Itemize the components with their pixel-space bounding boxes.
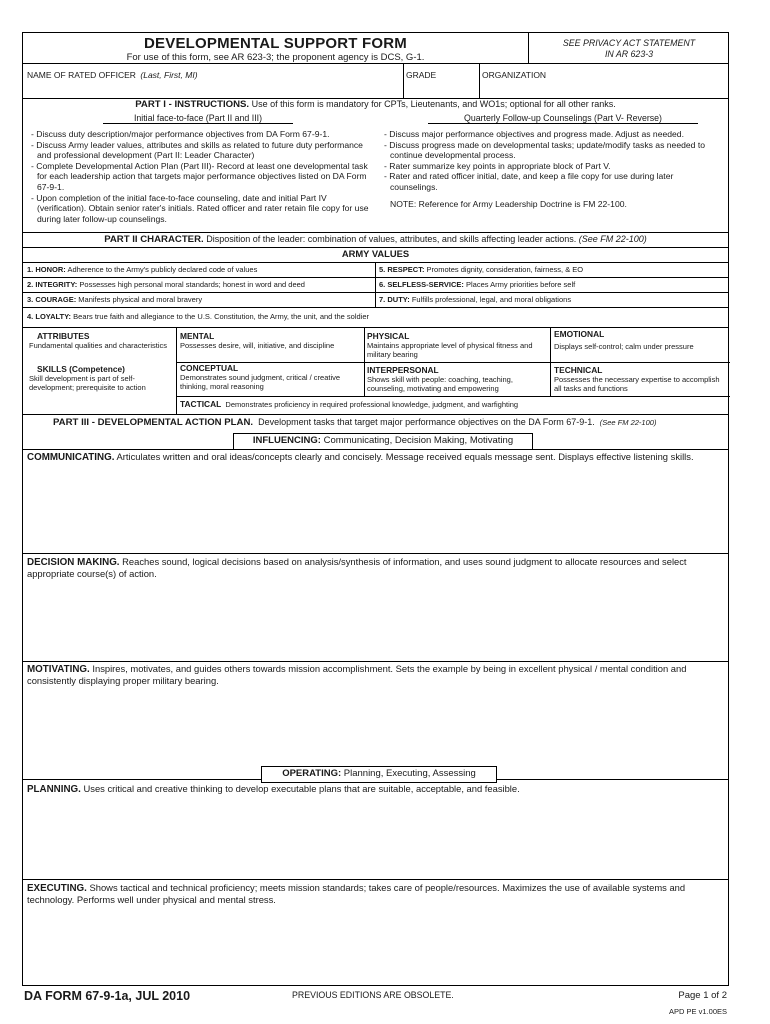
- conceptual-head: CONCEPTUAL: [180, 363, 239, 373]
- interpersonal-desc: Shows skill with people: coaching, teaching, counseling, motivating and empowering: [367, 375, 513, 393]
- part1-text: Use of this form is mandatory for CPTs, Lieutenants, and WO1s; optional for all other ranks.: [251, 99, 616, 109]
- organization-label: ORGANIZATION: [482, 70, 547, 80]
- executing-section[interactable]: [27, 883, 717, 983]
- version-label: APD PE v1.00ES: [669, 1007, 727, 1016]
- instruction-item: - Discuss Army leader values, attributes and skills as related to future duty performance and professional development (Part II: Leader Character): [31, 139, 363, 161]
- page-number: Page 1 of 2: [678, 990, 727, 1001]
- form-frame: [22, 32, 729, 986]
- value-integrity: 2. INTEGRITY: Possesses high personal moral standards; honest in word and deed: [27, 280, 305, 289]
- part1-right-instructions: [382, 129, 712, 209]
- attributes-block: [29, 332, 174, 350]
- interpersonal-block: [367, 366, 547, 393]
- communicating-section[interactable]: [27, 452, 717, 552]
- mental-head: MENTAL: [180, 331, 215, 341]
- doctrine-note: NOTE: Reference for Army Leadership Doctrine is FM 22-100.: [390, 198, 627, 209]
- form-title: DEVELOPMENTAL SUPPORT FORM: [144, 35, 407, 52]
- value-honor: 1. HONOR: Adherence to the Army's publicly declared code of values: [27, 265, 258, 274]
- technical-head: TECHNICAL: [554, 365, 603, 375]
- part3-text: Development tasks that target major performance objectives on the DA Form 67-9-1.: [258, 417, 595, 427]
- planning-section[interactable]: [27, 784, 717, 874]
- privacy-act-statement: [529, 38, 729, 59]
- value-loyalty: 4. LOYALTY: Bears true faith and allegiance to the U.S. Constitution, the Army, the unit, and the soldier: [27, 312, 370, 321]
- influencing-head: INFLUENCING:: [252, 435, 321, 446]
- attributes-head: ATTRIBUTES: [37, 331, 90, 341]
- value-selfless-service: 6. SELFLESS-SERVICE: Places Army priorities before self: [379, 280, 576, 289]
- communicating-head: COMMUNICATING.: [27, 452, 115, 463]
- skills-block: [29, 365, 174, 392]
- operating-label: [261, 766, 497, 783]
- mental-desc: Possesses desire, will, initiative, and discipline: [180, 341, 335, 350]
- instruction-item: - Upon completion of the initial face-to-face counseling, date and initial Part IV (verification). Obtain senior rater's initials. Rated officer and rater retain file copy for use during later follow-up counselings.: [31, 192, 369, 224]
- attributes-desc: Fundamental qualities and characteristics: [29, 341, 167, 350]
- motivating-text: Inspires, motivates, and guides others towards mission accomplishment. Sets the example by being in excellent physical / mental condition and consistently displaying proper military bearing.: [27, 663, 687, 686]
- decision-making-section[interactable]: [27, 557, 717, 657]
- decision-making-head: DECISION MAKING.: [27, 557, 120, 568]
- value-duty: 7. DUTY: Fulfills professional, legal, and moral obligations: [379, 295, 572, 304]
- emotional-desc: Displays self-control; calm under pressure: [554, 342, 694, 351]
- grade-field[interactable]: [406, 65, 479, 97]
- skills-desc: Skill development is part of self-development; prerequisite to action: [29, 374, 146, 392]
- emotional-block: [554, 330, 730, 351]
- privacy-line-2: IN AR 623-3: [604, 48, 654, 59]
- motivating-section[interactable]: [27, 664, 717, 764]
- part3-title: PART III - DEVELOPMENTAL ACTION PLAN.: [53, 417, 254, 428]
- army-values-head: ARMY VALUES: [341, 248, 410, 259]
- planning-text: Uses critical and creative thinking to develop executable plans that are suitable, acceptable, and feasible.: [83, 783, 520, 794]
- instruction-item: - Rater summarize key points in appropriate block of Part V.: [384, 160, 611, 171]
- technical-block: [554, 366, 724, 393]
- instruction-item: - Rater and rated officer initial, date, and keep a file copy for use during later counselings.: [384, 171, 674, 192]
- part2-header: [23, 234, 728, 245]
- planning-head: PLANNING.: [27, 784, 81, 795]
- interpersonal-head: INTERPERSONAL: [367, 365, 439, 375]
- tactical-block: [180, 400, 725, 409]
- motivating-head: MOTIVATING.: [27, 664, 90, 675]
- name-label: NAME OF RATED OFFICER: [27, 70, 136, 80]
- physical-head: PHYSICAL: [367, 331, 410, 341]
- operating-head: OPERATING:: [282, 768, 342, 779]
- technical-desc: Possesses the necessary expertise to accomplish all tasks and functions: [554, 375, 720, 393]
- part2-title: PART II CHARACTER.: [104, 234, 204, 245]
- communicating-text: Articulates written and oral ideas/concepts clearly and concisely. Message received equals message sent. Displays effective listening skills.: [116, 451, 694, 462]
- part2-ref: (See FM 22-100): [578, 234, 647, 244]
- value-respect: 5. RESPECT: Promotes dignity, consideration, fairness, & EO: [379, 265, 584, 274]
- instruction-item: - Discuss major performance objectives and progress made. Adjust as needed.: [384, 129, 684, 139]
- conceptual-block: [180, 364, 360, 391]
- obsolete-notice: PREVIOUS EDITIONS ARE OBSOLETE.: [292, 990, 454, 1000]
- physical-desc: Maintains appropriate level of physical fitness and military bearing: [367, 341, 533, 359]
- decision-making-text: Reaches sound, logical decisions based on analysis/synthesis of information, and uses sound judgment to allocate resources and select appropriate course(s) of action.: [27, 556, 687, 579]
- conceptual-desc: Demonstrates sound judgment, critical / creative thinking, moral reasoning: [180, 373, 341, 391]
- part1-right-head: Quarterly Follow-up Counselings (Part V- Reverse): [428, 113, 698, 124]
- operating-text: Planning, Executing, Assessing: [343, 768, 476, 779]
- influencing-label: [233, 433, 533, 450]
- part1-title: PART I - INSTRUCTIONS.: [135, 99, 250, 110]
- executing-text: Shows tactical and technical proficiency; meets mission standards; takes care of people/resources. Maximizes the use of available systems and technology. Performs well under physical and mental stress.: [27, 882, 686, 905]
- value-courage: 3. COURAGE: Manifests physical and moral bravery: [27, 295, 203, 304]
- instruction-item: - Complete Developmental Action Plan (Part III)- Record at least one developmental task for each leadership action that targets major performance objectives listed on DA Form 67-9-1.: [31, 160, 368, 192]
- instruction-item: - Discuss progress made on developmental tasks; update/modify tasks as needed to continue developmental process.: [384, 139, 706, 161]
- influencing-text: Communicating, Decision Making, Motivating: [323, 435, 514, 446]
- privacy-line-1: SEE PRIVACY ACT STATEMENT: [562, 38, 696, 48]
- part1-left-instructions: [29, 129, 374, 224]
- form-id: DA FORM 67-9-1a, JUL 2010: [24, 989, 191, 1003]
- part3-header: [53, 417, 723, 428]
- executing-head: EXECUTING.: [27, 883, 87, 894]
- grade-label: GRADE: [406, 70, 437, 80]
- skills-head: SKILLS (Competence): [37, 364, 125, 374]
- part1-left-head: Initial face-to-face (Part II and III): [103, 113, 293, 124]
- part2-text: Disposition of the leader: combination of values, attributes, and skills affecting leader actions.: [206, 234, 577, 244]
- tactical-desc: Demonstrates proficiency in required professional knowledge, judgment, and warfighting: [225, 400, 519, 409]
- emotional-head: EMOTIONAL: [554, 329, 605, 339]
- mental-block: [180, 332, 360, 350]
- part3-ref: (See FM 22-100): [599, 418, 657, 427]
- name-field[interactable]: [27, 65, 402, 97]
- part1-header: [23, 99, 728, 110]
- form-title-block: [23, 35, 528, 63]
- physical-block: [367, 332, 547, 359]
- tactical-head: TACTICAL: [180, 399, 222, 409]
- form-subtitle: For use of this form, see AR 623-3; the proponent agency is DCS, G-1.: [126, 52, 425, 63]
- organization-field[interactable]: [482, 65, 727, 97]
- name-hint: (Last, First, MI): [140, 70, 198, 80]
- instruction-item: - Discuss duty description/major performance objectives from DA Form 67-9-1.: [31, 129, 330, 139]
